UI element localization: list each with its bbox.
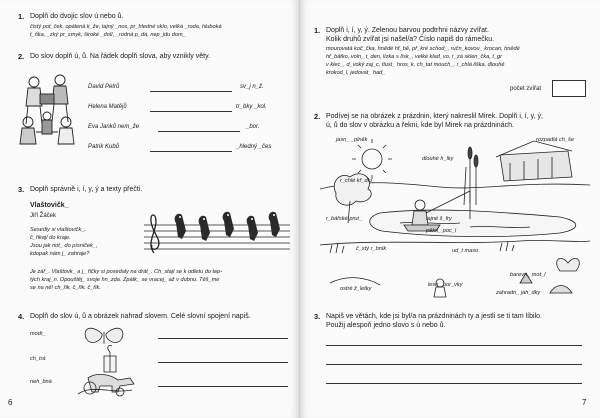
poem-title: Vlaštovičk_ [30, 202, 69, 209]
task-4-number: 4. [18, 312, 25, 321]
task-4-instruction: Doplň do slov ú, ů a obrázek nahraď slovem. Celé slovní spojení napiš. [30, 313, 251, 320]
task-4-answer-line-3[interactable] [158, 386, 288, 387]
poem-line-2: č_řikají do kraje. [30, 235, 71, 241]
swallows-on-staff-illustration [142, 203, 292, 263]
count-label: počet zvířat [510, 86, 542, 92]
task-4-item-1: modr_ [30, 331, 46, 337]
task-1-instruction: Doplň do dvojic slov ú nebo ů. [30, 13, 124, 20]
r-task-2-number: 2. [314, 112, 321, 121]
poem-author: Jiří Žáček [30, 213, 57, 219]
task-4-answer-line-2[interactable] [158, 362, 288, 363]
task-4-item-2: ch_trá [30, 356, 46, 362]
label-pond: rozpadlá ch_še [536, 137, 574, 143]
right-page [300, 0, 600, 418]
label-cat: barevn_ mot_l [510, 272, 546, 278]
task-3-number: 3. [18, 185, 25, 194]
page-number-right: 7 [582, 398, 587, 407]
r-task-2-instruction: Podívej se na obrázek z prázdnin, který nakreslil Mirek. Doplň i, í, y, ý, [326, 113, 543, 120]
task-4-answer-line-1[interactable] [158, 338, 288, 339]
r-task-3-answer-line-1[interactable] [326, 345, 582, 346]
task-2-word-2: tr_bky _kol. [236, 104, 267, 110]
task-2-answer-line-2[interactable] [150, 111, 232, 112]
task-2-number: 2. [18, 52, 25, 61]
label-boat: r_bářské prut_ [326, 216, 363, 222]
r-task-3-answer-line-3[interactable] [326, 383, 582, 384]
label-letters: ostré ž_letky [340, 286, 372, 292]
task-2-name-2: Helena Matějů [88, 104, 127, 110]
label-fish: tajné š_fry [426, 216, 452, 222]
task-2-name-3: Eva Janků nem_že [88, 124, 140, 130]
task-2-instruction: Do slov doplň ú, ů. Na řádek doplň slova, aby vznikly věty. [30, 53, 211, 60]
poem-line-4: kdopak nám j_ zahraje? [30, 251, 90, 257]
label-meat: ud_t maso [452, 248, 479, 254]
prose-line-1: Je zář_. Vlaštovk_ a j_ řičky si posedaly na drát_. Ch_stají se k odletu do tep- [30, 269, 223, 275]
poem-line-3: Jsou jak not_ do písniček_, [30, 243, 98, 249]
r-task-1-line-3: v klec_, d_voký zaj_c, tlust_ hros_k, ch_tat mouch_, r_chlá liška, dlouhé [326, 62, 505, 68]
task-1-line-2: t_ńka, _zký pr_smyk, široké _dolí, _rodná p_da, nep_jdu dom_ [30, 32, 186, 38]
r-task-1-instruction: Doplň i, í, y, ý. Zelenou barvou podtrhni názvy zvířat. [326, 27, 489, 34]
task-2-word-1: sv_j n_ž. [240, 84, 264, 90]
r-task-3-number: 3. [314, 312, 321, 321]
r-task-1-line-4: krokod_l, jedovat_ had_ [326, 70, 386, 76]
r-task-1-instruction-2: Kolik druhů zvířat jsi našel/a? Číslo napiš do rámečku. [326, 36, 495, 43]
task-2-word-3: _bor. [246, 124, 260, 130]
label-sun: jasn_ _plněk [336, 137, 368, 143]
task-2-answer-line-3[interactable] [158, 131, 240, 132]
task-2-word-4: _hledný _čes [236, 144, 272, 150]
task-4-item-3: neh_bná [30, 379, 52, 385]
task-2-answer-line-1[interactable] [150, 91, 232, 92]
label-forest: lesn_ bor_vky [428, 282, 463, 288]
r-task-1-line-1: mourovatá koč_čka, hnědé hř_bě, př_kré schod_, ručn_kovou_ krocan, hnědé [326, 46, 520, 52]
r-task-3-instruction: Napiš ve větách, kde jsi byl/a na prázdninách ty a jestli se ti tam líbilo. [326, 313, 542, 320]
label-garden: zahradn_ jah_dky [496, 290, 541, 296]
label-bank: č_stý r_bník [356, 246, 387, 252]
task-3-instruction: Doplň správně i, í, y, ý a texty přečti. [30, 186, 143, 193]
prose-line-2: lých kraj_n. Opouštěj_ svoje hn_zda. Zpátk_ se vracej_ až v dubnu. Těš_me [30, 277, 220, 283]
task-2-name-4: Patrik Kubů [88, 144, 120, 150]
page-number-left: 6 [8, 398, 13, 407]
poem-line-1: Sesedly si vlaštovičk_, [30, 227, 86, 233]
prose-line-3: se na ně! ch_řik, č_řik, č_řik. [30, 285, 101, 291]
count-box[interactable] [552, 80, 586, 97]
task-2-answer-line-4[interactable] [150, 151, 232, 152]
r-task-1-number: 1. [314, 26, 321, 35]
label-catch: pěkn_ poc_l [426, 228, 457, 234]
children-carrying-illustration [14, 72, 86, 152]
r-task-1-line-2: hř_bátko, voln_ t_den, lízka s lísk_, velké klad_vo, r_zá sklen_čka, t_gr [326, 54, 502, 60]
task-1-line-1: čistý pot_ček, opálená k_že, tajný _nos, pr_hledné sklo, velká _roda, hluboká [30, 24, 222, 30]
butterfly-giraffe-horse-illustration [72, 322, 152, 398]
label-willow: r_chlé kř_dlo [340, 178, 373, 184]
label-reed: dlouhé h_lky [422, 156, 454, 162]
task-1-number: 1. [18, 12, 25, 21]
r-task-2-instruction-2: ú, ů do slov v obrázku a řekni, kde byl Mirek na prázdninách. [326, 122, 514, 129]
task-2-name-1: David Petrů [88, 84, 120, 90]
r-task-3-instruction-2: Použij alespoň jedno slovo s ú nebo ů. [326, 322, 446, 329]
r-task-3-answer-line-2[interactable] [326, 364, 582, 365]
